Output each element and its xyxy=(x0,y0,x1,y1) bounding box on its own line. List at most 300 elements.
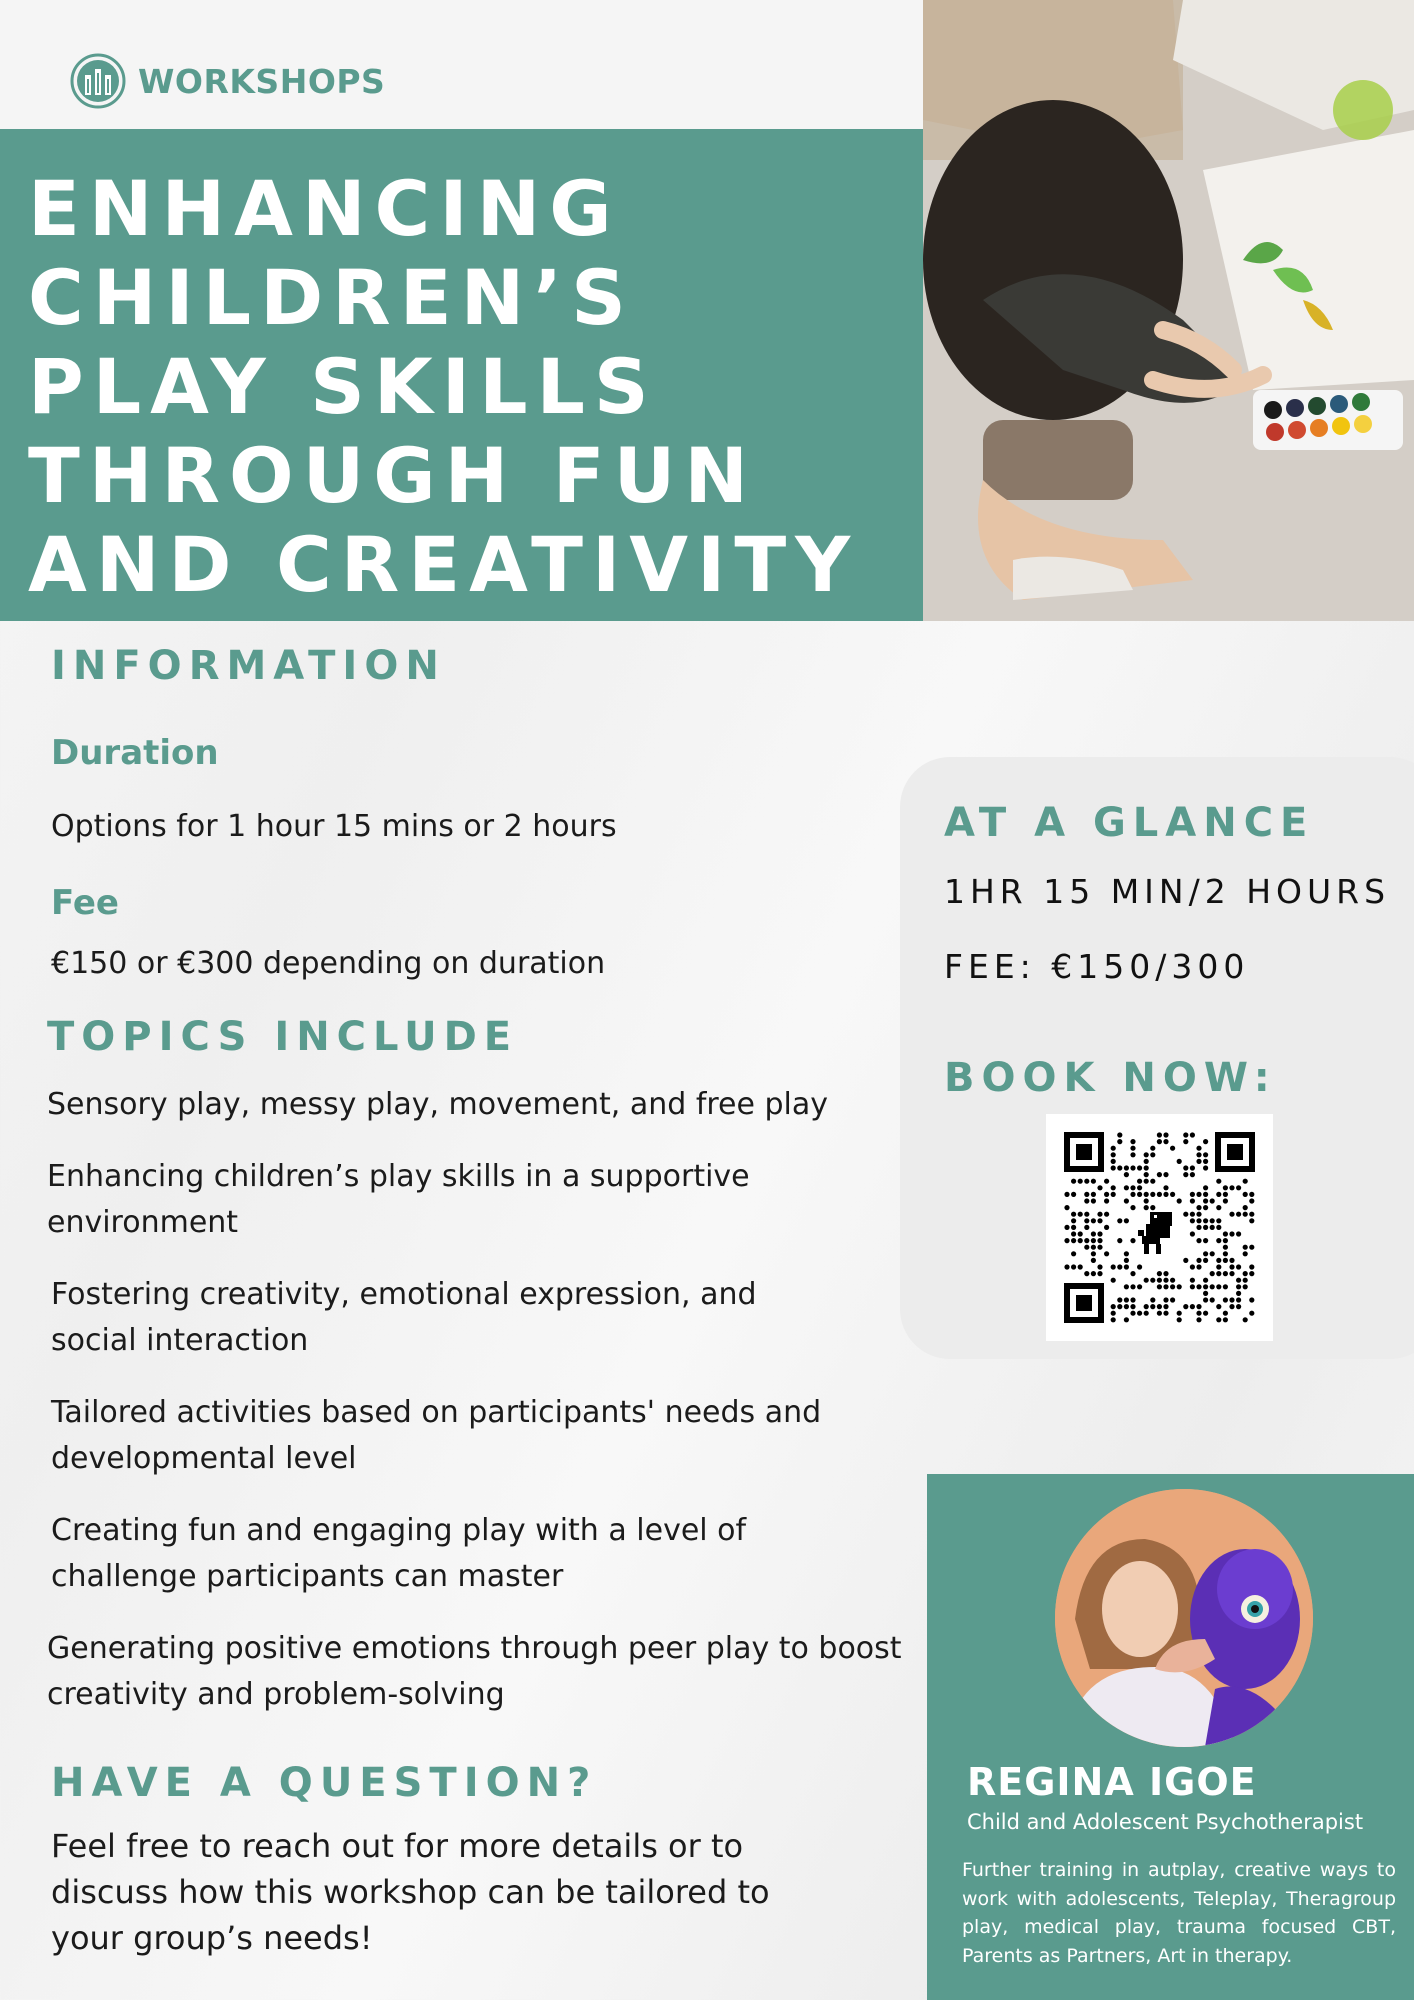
qr-module xyxy=(1091,1179,1096,1184)
qr-module xyxy=(1144,1172,1149,1177)
qr-module xyxy=(1111,1185,1116,1190)
duration-label: Duration xyxy=(51,733,219,773)
qr-module xyxy=(1249,1297,1254,1302)
qr-module xyxy=(1071,1238,1076,1243)
qr-module xyxy=(1163,1297,1168,1302)
qr-module xyxy=(1196,1264,1201,1269)
qr-module xyxy=(1183,1304,1188,1309)
qr-module xyxy=(1229,1264,1234,1269)
qr-module xyxy=(1170,1297,1175,1302)
qr-module xyxy=(1130,1192,1135,1197)
qr-module xyxy=(1216,1238,1221,1243)
qr-module xyxy=(1203,1278,1208,1283)
qr-module xyxy=(1124,1284,1129,1289)
topic-item: Fostering creativity, emotional expression, and social interaction xyxy=(51,1277,757,1358)
qr-module xyxy=(1130,1205,1135,1210)
qr-module xyxy=(1104,1225,1109,1230)
qr-module xyxy=(1177,1159,1182,1164)
qr-module xyxy=(1243,1271,1248,1276)
qr-module xyxy=(1249,1311,1254,1316)
title-line-4: THROUGH FUN xyxy=(28,431,757,520)
qr-module xyxy=(1117,1132,1122,1137)
qr-module xyxy=(1196,1146,1201,1151)
qr-module xyxy=(1203,1198,1208,1203)
qr-module xyxy=(1117,1139,1122,1144)
qr-module xyxy=(1117,1238,1122,1243)
qr-module xyxy=(1210,1225,1215,1230)
qr-module xyxy=(1064,1264,1069,1269)
qr-module xyxy=(1183,1165,1188,1170)
qr-module xyxy=(1216,1205,1221,1210)
qr-module xyxy=(1097,1264,1102,1269)
qr-module xyxy=(1130,1185,1135,1190)
qr-module xyxy=(1124,1264,1129,1269)
qr-module xyxy=(1097,1212,1102,1217)
qr-module xyxy=(1170,1146,1175,1151)
glance-duration: 1HR 15 MIN/2 HOURS xyxy=(944,872,1391,911)
qr-module xyxy=(1064,1192,1069,1197)
workshops-logo[interactable] xyxy=(70,53,385,109)
qr-module xyxy=(1111,1165,1116,1170)
qr-module xyxy=(1229,1271,1234,1276)
topic-item: Tailored activities based on participants' needs and developmental level xyxy=(51,1395,822,1476)
qr-module xyxy=(1216,1225,1221,1230)
qr-module xyxy=(1130,1152,1135,1157)
qr-module xyxy=(1183,1212,1188,1217)
qr-module xyxy=(1216,1284,1221,1289)
qr-module xyxy=(1177,1284,1182,1289)
building-columns-icon xyxy=(70,53,126,109)
qr-module xyxy=(1071,1192,1076,1197)
qr-module xyxy=(1203,1311,1208,1316)
qr-module xyxy=(1210,1251,1215,1256)
qr-module xyxy=(1111,1146,1116,1151)
qr-module xyxy=(1157,1271,1162,1276)
qr-module xyxy=(1071,1212,1076,1217)
qr-module xyxy=(1163,1278,1168,1283)
qr-module xyxy=(1124,1304,1129,1309)
qr-module xyxy=(1091,1231,1096,1236)
qr-module xyxy=(1196,1205,1201,1210)
qr-module xyxy=(1084,1212,1089,1217)
qr-module xyxy=(1117,1304,1122,1309)
qr-module xyxy=(1084,1238,1089,1243)
qr-module xyxy=(1144,1165,1149,1170)
qr-module xyxy=(1196,1311,1201,1316)
qr-module xyxy=(1190,1165,1195,1170)
qr-module xyxy=(1117,1297,1122,1302)
qr-module xyxy=(1144,1304,1149,1309)
qr-module xyxy=(1243,1251,1248,1256)
qr-module xyxy=(1144,1311,1149,1316)
qr-module xyxy=(1084,1179,1089,1184)
qr-module xyxy=(1157,1304,1162,1309)
qr-module xyxy=(1150,1192,1155,1197)
qr-module xyxy=(1124,1258,1129,1263)
qr-module xyxy=(1078,1238,1083,1243)
qr-module xyxy=(1196,1212,1201,1217)
qr-module xyxy=(1150,1205,1155,1210)
qr-module xyxy=(1203,1192,1208,1197)
qr-module xyxy=(1150,1278,1155,1283)
qr-module xyxy=(1229,1304,1234,1309)
qr-module xyxy=(1124,1172,1129,1177)
qr-module xyxy=(1236,1212,1241,1217)
qr-module xyxy=(1144,1179,1149,1184)
qr-module xyxy=(1196,1159,1201,1164)
qr-module xyxy=(1111,1311,1116,1316)
qr-module xyxy=(1071,1225,1076,1230)
qr-module xyxy=(1236,1185,1241,1190)
qr-module xyxy=(1091,1238,1096,1243)
qr-module xyxy=(1097,1185,1102,1190)
qr-module xyxy=(1210,1271,1215,1276)
qr-module xyxy=(1243,1284,1248,1289)
qr-module xyxy=(1229,1212,1234,1217)
qr-module xyxy=(1203,1225,1208,1230)
qr-module xyxy=(1216,1317,1221,1322)
qr-module xyxy=(1229,1185,1234,1190)
qr-module xyxy=(1157,1278,1162,1283)
qr-module xyxy=(1223,1284,1228,1289)
qr-module xyxy=(1196,1317,1201,1322)
qr-module xyxy=(1130,1271,1135,1276)
qr-module xyxy=(1190,1264,1195,1269)
qr-module xyxy=(1124,1198,1129,1203)
presenter-name: REGINA IGOE xyxy=(967,1760,1257,1804)
qr-module xyxy=(1150,1297,1155,1302)
title-line-5: AND CREATIVITY xyxy=(28,520,860,609)
qr-module xyxy=(1216,1258,1221,1263)
qr-module xyxy=(1216,1304,1221,1309)
qr-module xyxy=(1223,1297,1228,1302)
qr-module xyxy=(1163,1271,1168,1276)
qr-module xyxy=(1163,1172,1168,1177)
qr-module xyxy=(1130,1238,1135,1243)
qr-module xyxy=(1170,1278,1175,1283)
title-line-2: CHILDREN’S xyxy=(28,253,635,342)
qr-module xyxy=(1196,1284,1201,1289)
qr-module xyxy=(1091,1258,1096,1263)
qr-module xyxy=(1203,1284,1208,1289)
information-heading: INFORMATION xyxy=(51,643,446,689)
qr-module xyxy=(1216,1271,1221,1276)
qr-module xyxy=(1203,1159,1208,1164)
qr-module xyxy=(1236,1297,1241,1302)
qr-module xyxy=(1163,1311,1168,1316)
qr-module xyxy=(1124,1165,1129,1170)
qr-module xyxy=(1183,1172,1188,1177)
qr-module xyxy=(1144,1192,1149,1197)
qr-module xyxy=(1216,1192,1221,1197)
qr-module xyxy=(1091,1198,1096,1203)
qr-module xyxy=(1111,1317,1116,1322)
child-painting-image xyxy=(923,0,1414,621)
qr-module xyxy=(1183,1132,1188,1137)
topic-item: Enhancing children’s play skills in a supportive environment xyxy=(47,1159,750,1240)
qr-module xyxy=(1223,1245,1228,1250)
qr-module xyxy=(1163,1284,1168,1289)
qr-module xyxy=(1150,1146,1155,1151)
glance-heading: AT A GLANCE xyxy=(944,800,1315,846)
qr-module xyxy=(1137,1311,1142,1316)
qr-module xyxy=(1177,1317,1182,1322)
qr-module xyxy=(1196,1218,1201,1223)
qr-module xyxy=(1111,1192,1116,1197)
qr-module xyxy=(1091,1218,1096,1223)
qr-module xyxy=(1137,1192,1142,1197)
qr-module xyxy=(1084,1198,1089,1203)
qr-module xyxy=(1130,1311,1135,1316)
qr-module xyxy=(1064,1205,1069,1210)
qr-module xyxy=(1203,1258,1208,1263)
qr-module xyxy=(1236,1284,1241,1289)
qr-module xyxy=(1091,1271,1096,1276)
qr-module xyxy=(1157,1284,1162,1289)
qr-module xyxy=(1203,1139,1208,1144)
qr-module xyxy=(1078,1231,1083,1236)
qr-module xyxy=(1104,1212,1109,1217)
qr-module xyxy=(1203,1205,1208,1210)
qr-module xyxy=(1229,1231,1234,1236)
qr-module xyxy=(1084,1271,1089,1276)
fee-label: Fee xyxy=(51,883,119,923)
qr-module xyxy=(1104,1179,1109,1184)
qr-module xyxy=(1124,1297,1129,1302)
qr-module xyxy=(1223,1251,1228,1256)
qr-module xyxy=(1130,1165,1135,1170)
qr-module xyxy=(1097,1245,1102,1250)
qr-module xyxy=(1078,1212,1083,1217)
qr-module xyxy=(1150,1304,1155,1309)
qr-module xyxy=(1117,1264,1122,1269)
topic-item: Sensory play, messy play, movement, and free play xyxy=(47,1087,829,1122)
qr-module xyxy=(1196,1192,1201,1197)
qr-module xyxy=(1091,1192,1096,1197)
topic-item: Creating fun and engaging play with a level of challenge participants can master xyxy=(51,1513,747,1594)
qr-module xyxy=(1249,1198,1254,1203)
qr-module xyxy=(1223,1198,1228,1203)
qr-module xyxy=(1203,1297,1208,1302)
qr-module xyxy=(1236,1291,1241,1296)
qr-module xyxy=(1249,1271,1254,1276)
qr-module xyxy=(1223,1258,1228,1263)
qr-module xyxy=(1144,1198,1149,1203)
qr-module xyxy=(1196,1258,1201,1263)
qr-module xyxy=(1236,1304,1241,1309)
qr-module xyxy=(1249,1192,1254,1197)
child-painting-photo xyxy=(923,0,1414,621)
qr-module xyxy=(1124,1185,1129,1190)
qr-module xyxy=(1249,1218,1254,1223)
qr-module xyxy=(1137,1179,1142,1184)
qr-module xyxy=(1190,1132,1195,1137)
qr-module xyxy=(1216,1264,1221,1269)
topic-item: Generating positive emotions through peer play to boost creativity and problem-solving xyxy=(47,1631,902,1712)
qr-module xyxy=(1229,1297,1234,1302)
qr-module xyxy=(1210,1284,1215,1289)
qr-module xyxy=(1117,1165,1122,1170)
qr-module xyxy=(1183,1139,1188,1144)
qr-module xyxy=(1071,1251,1076,1256)
qr-module xyxy=(1078,1264,1083,1269)
qr-module xyxy=(1084,1245,1089,1250)
qr-module xyxy=(1111,1264,1116,1269)
title-line-3: PLAY SKILLS xyxy=(28,342,658,431)
qr-module xyxy=(1130,1304,1135,1309)
qr-module xyxy=(1177,1198,1182,1203)
qr-module xyxy=(1078,1179,1083,1184)
qr-module xyxy=(1064,1225,1069,1230)
qr-module xyxy=(1130,1284,1135,1289)
qr-module xyxy=(1111,1278,1116,1283)
qr-module xyxy=(1111,1304,1116,1309)
qr-module xyxy=(1210,1218,1215,1223)
qr-module xyxy=(1223,1238,1228,1243)
qr-module xyxy=(1111,1159,1116,1164)
qr-module xyxy=(1170,1284,1175,1289)
qr-module xyxy=(1124,1218,1129,1223)
qr-module xyxy=(1163,1304,1168,1309)
qr-module xyxy=(1190,1198,1195,1203)
qr-module xyxy=(1243,1179,1248,1184)
qr-module xyxy=(1203,1251,1208,1256)
qr-module xyxy=(1130,1139,1135,1144)
qr-module xyxy=(1236,1231,1241,1236)
qr-module xyxy=(1223,1271,1228,1276)
qr-module xyxy=(1130,1146,1135,1151)
qr-module xyxy=(1130,1297,1135,1302)
qr-module xyxy=(1243,1278,1248,1283)
qr-module xyxy=(1097,1231,1102,1236)
qr-module xyxy=(1071,1264,1076,1269)
question-heading: HAVE A QUESTION? xyxy=(51,1760,598,1806)
glance-fee: FEE: €150/300 xyxy=(944,947,1250,986)
qr-module xyxy=(1216,1179,1221,1184)
qr-module xyxy=(1223,1192,1228,1197)
qr-module xyxy=(1243,1212,1248,1217)
qr-module xyxy=(1084,1192,1089,1197)
title-line-1: ENHANCING xyxy=(28,164,621,253)
qr-module xyxy=(1243,1317,1248,1322)
qr-module xyxy=(1223,1185,1228,1190)
qr-module xyxy=(1223,1317,1228,1322)
qr-module xyxy=(1163,1192,1168,1197)
question-text: Feel free to reach out for more details or to discuss how this workshop can be tailored to your group’s needs! xyxy=(51,1827,770,1957)
qr-module xyxy=(1203,1291,1208,1296)
qr-module xyxy=(1097,1271,1102,1276)
qr-module xyxy=(1249,1264,1254,1269)
qr-module xyxy=(1190,1231,1195,1236)
qr-module xyxy=(1084,1225,1089,1230)
qr-module xyxy=(1124,1317,1129,1322)
qr-module xyxy=(1236,1278,1241,1283)
qr-module xyxy=(1216,1218,1221,1223)
qr-module xyxy=(1190,1284,1195,1289)
page-title xyxy=(28,164,859,609)
qr-module xyxy=(1097,1238,1102,1243)
qr-module xyxy=(1223,1231,1228,1236)
qr-module xyxy=(1163,1139,1168,1144)
qr-module xyxy=(1196,1152,1201,1157)
qr-module xyxy=(1190,1304,1195,1309)
qr-module xyxy=(1203,1185,1208,1190)
qr-module xyxy=(1097,1218,1102,1223)
qr-module xyxy=(1190,1218,1195,1223)
qr-module xyxy=(1157,1132,1162,1137)
title-banner xyxy=(0,129,923,621)
qr-module xyxy=(1249,1212,1254,1217)
qr-module xyxy=(1196,1304,1201,1309)
qr-module xyxy=(1163,1185,1168,1190)
qr-module xyxy=(1144,1205,1149,1210)
qr-module xyxy=(1203,1238,1208,1243)
qr-module xyxy=(1236,1264,1241,1269)
qr-module xyxy=(1064,1238,1069,1243)
qr-module xyxy=(1117,1218,1122,1223)
presenter-role: Child and Adolescent Psychotherapist xyxy=(967,1810,1364,1834)
qr-module xyxy=(1104,1251,1109,1256)
qr-module xyxy=(1124,1251,1129,1256)
qr-module xyxy=(1104,1192,1109,1197)
qr-module xyxy=(1144,1159,1149,1164)
qr-module xyxy=(1203,1152,1208,1157)
qr-module xyxy=(1111,1152,1116,1157)
qr-module xyxy=(1210,1297,1215,1302)
qr-module xyxy=(1084,1218,1089,1223)
qr-module xyxy=(1157,1139,1162,1144)
qr-module xyxy=(1071,1218,1076,1223)
qr-module xyxy=(1190,1212,1195,1217)
presenter-avatar xyxy=(1055,1489,1313,1747)
qr-module xyxy=(1203,1218,1208,1223)
qr-module xyxy=(1071,1179,1076,1184)
qr-module xyxy=(1183,1258,1188,1263)
qr-module xyxy=(1243,1192,1248,1197)
presenter-with-puppet-image xyxy=(1055,1489,1313,1747)
qr-module xyxy=(1137,1165,1142,1170)
fee-text: €150 or €300 depending on duration xyxy=(51,946,606,981)
qr-module xyxy=(1170,1192,1175,1197)
qr-module xyxy=(1157,1172,1162,1177)
qr-module xyxy=(1137,1185,1142,1190)
qr-module xyxy=(1150,1152,1155,1157)
qr-module xyxy=(1190,1172,1195,1177)
qr-module xyxy=(1104,1198,1109,1203)
qr-module xyxy=(1210,1198,1215,1203)
qr-module xyxy=(1203,1165,1208,1170)
qr-module xyxy=(1163,1132,1168,1137)
qr-module xyxy=(1150,1179,1155,1184)
qr-module xyxy=(1157,1311,1162,1316)
qr-module xyxy=(1177,1311,1182,1316)
qr-module xyxy=(1144,1152,1149,1157)
qr-module xyxy=(1144,1278,1149,1283)
qr-module xyxy=(1071,1231,1076,1236)
qr-module xyxy=(1190,1278,1195,1283)
booking-qr-code[interactable] xyxy=(1046,1114,1273,1341)
book-now-heading: BOOK NOW: xyxy=(944,1055,1277,1101)
qr-module xyxy=(1137,1264,1142,1269)
logo-text: WORKSHOPS xyxy=(138,61,386,101)
qr-module xyxy=(1243,1245,1248,1250)
qr-code-icon xyxy=(1046,1114,1273,1341)
qr-module xyxy=(1091,1251,1096,1256)
qr-module xyxy=(1223,1311,1228,1316)
qr-module xyxy=(1190,1192,1195,1197)
qr-module xyxy=(1249,1245,1254,1250)
qr-module xyxy=(1243,1205,1248,1210)
